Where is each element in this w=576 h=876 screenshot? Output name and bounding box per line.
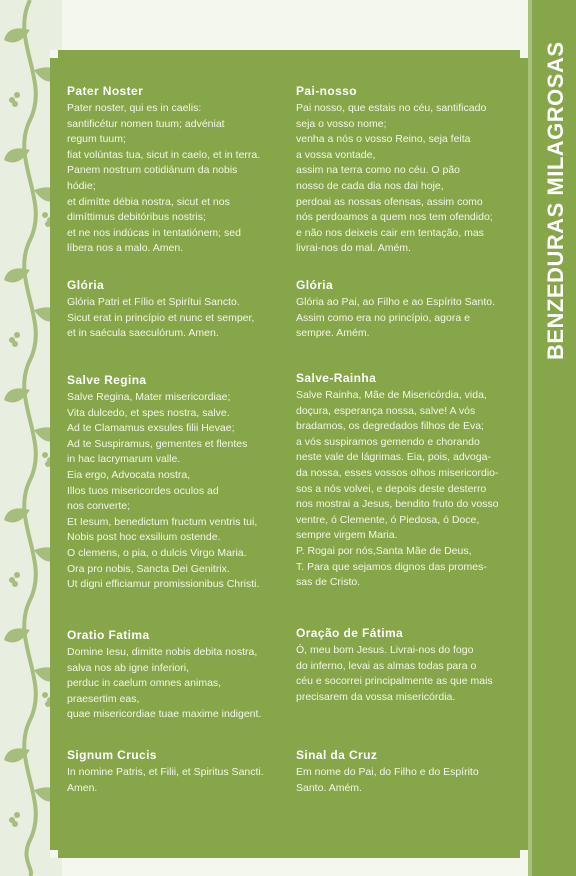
prayer-text: Pater noster, qui es in caelis: santificétur nomen tuum; advéniat regum tuum; fiat volúntas tua, sicut in caelo, et in terra. Panem nostrum cotidiánum da nobis hódie; et dimítte débia nostra, sicut et nos dimíttimus debitóribus nostris; et ne nos indúcas in tentatiónem; sed líbera nos a malo. Amen. — [67, 102, 261, 255]
prayer-title: Signum Crucis — [67, 748, 157, 762]
prayer-title: Glória — [67, 278, 105, 292]
prayer-text: In nomine Patris, et Filii, et Spiritus Sancti. Amen. — [67, 766, 264, 794]
prayer-portuguese-gloria — [296, 278, 516, 342]
prayer-text: Salve Rainha, Mãe de Misericórdia, vida, doçura, esperança nossa, salve! A vós bradamos, os degredados filhos de Eva; a vós suspiramos gemendo e chorando neste vale de lágrimas. Eia, pois, advoga- da nossa, esses vossos olhos misericordio- sos a nós volvei, e depois deste desterro nos mostrai a Jesus, bendito fruto do vosso ventre, ó Clemente, ó Piedosa, ó Doce, sempre virgem Maria. P. Rogai por nós,Santa Mãe de Deus, T. Para que sejamos dignos das promes- sas de Cristo. — [296, 389, 499, 589]
prayer-title: Pai-nosso — [296, 84, 357, 98]
side-title: BENZEDURAS MILAGROSAS — [543, 41, 568, 360]
prayer-text: Domine Iesu, dimitte nobis debita nostra, salva nos ab igne inferiori, perduc in caelum omnes animas, praesertim eas, quae misericordiae tuae maxime indigent. — [67, 646, 262, 721]
prayer-latin-salve-regina — [67, 373, 287, 593]
prayer-text: Salve Regina, Mater misericordiae; Vita dulcedo, et spes nostra, salve. Ad te Clamamus exsules filii Hevae; Ad te Suspiramus, gementes et flentes in hac lacrymarum valle. Eia ergo, Advocata nostra, Illos tuos misericordes oculos ad nos converte; Et Iesum, benedictum fructum ventris tui, Nobis post hoc exsilium ostende. O clemens, o pia, o dulcis Virgo Maria. Ora pro nobis, Sancta Dei Genitrix. Ut digni efficiamur promissionibus Christi. — [67, 391, 260, 591]
prayer-title: Pater Noster — [67, 84, 144, 98]
prayer-portuguese-sinal-da-cruz — [296, 748, 516, 796]
prayer-latin-oratio-fatima — [67, 628, 287, 723]
prayer-latin-pater-noster — [67, 84, 287, 257]
prayer-title: Glória — [296, 278, 334, 292]
prayer-title: Oração de Fátima — [296, 626, 404, 640]
prayer-title: Salve-Rainha — [296, 371, 377, 385]
prayer-title: Salve Regina — [67, 373, 147, 387]
prayer-portuguese-pai-nosso — [296, 84, 516, 257]
prayer-latin-gloria — [67, 278, 287, 342]
prayer-title: Oratio Fatima — [67, 628, 150, 642]
prayer-text: Ó, meu bom Jesus. Livrai-nos do fogo do inferno, levai as almas todas para o céu e socorrei principalmente as que mais precisarem da vossa misericórdia. — [296, 644, 493, 703]
prayer-text: Glória Patri et Fílio et Spirítui Sancto. Sicut erat in princípio et nunc et semper, et in saécula saeculórum. Amen. — [67, 296, 255, 340]
prayer-title: Sinal da Cruz — [296, 748, 378, 762]
prayer-text: Pai nosso, que estais no céu, santificado seja o vosso nome; venha a nós o vosso Reino, seja feita a vossa vontade, assim na terra como no céu. O pão nosso de cada dia nos dai hoje, perdoai as nossas ofensas, assim como nós perdoamos a quem nos tem ofendido; e não nos deixeis cair em tentação, mas livrai-nos do mal. Amém. — [296, 102, 493, 255]
panel-corner — [520, 850, 528, 858]
prayer-portuguese-salve-rainha — [296, 371, 516, 591]
panel-corner — [50, 50, 58, 58]
panel-corner — [50, 850, 58, 858]
prayer-latin-signum-crucis — [67, 748, 287, 796]
prayer-text: Em nome do Pai, do Filho e do Espírito Santo. Amém. — [296, 766, 479, 794]
prayer-portuguese-oracao-fatima — [296, 626, 516, 705]
panel-corner — [520, 50, 528, 58]
prayer-text: Glória ao Pai, ao Filho e ao Espírito Santo. Assim como era no princípio, agora e sempre. Amém. — [296, 296, 496, 340]
